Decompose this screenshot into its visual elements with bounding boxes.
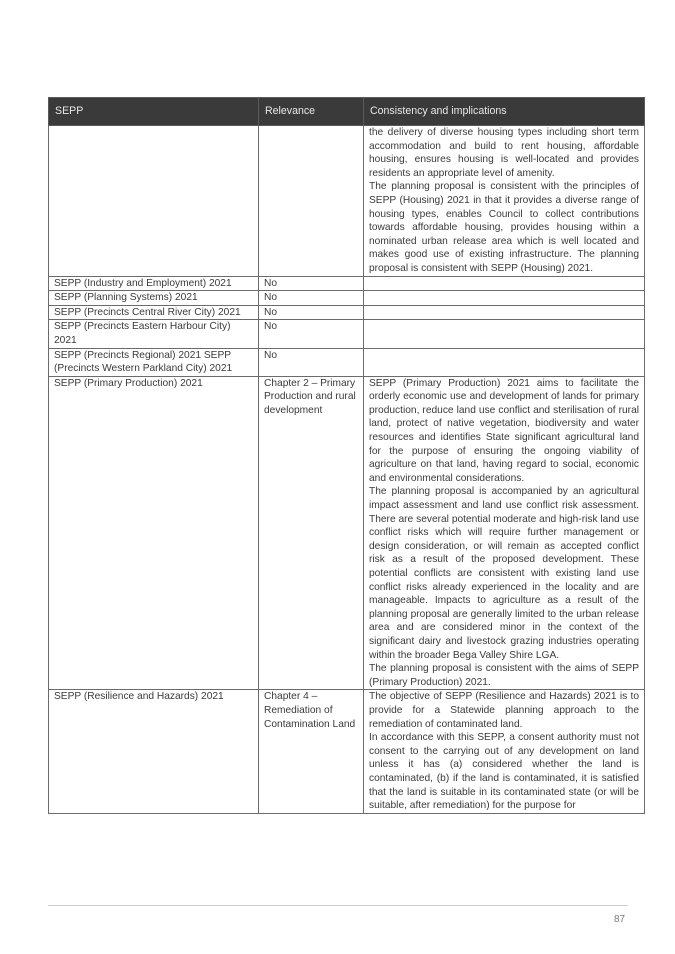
cell-relevance: No: [259, 276, 364, 291]
table-row-industry-employment: [49, 276, 645, 291]
cell-consistency: [364, 305, 645, 320]
table-row-central-river-city: [49, 305, 645, 320]
cell-sepp: SEPP (Planning Systems) 2021: [49, 291, 259, 306]
cell-sepp: SEPP (Industry and Employment) 2021: [49, 276, 259, 291]
header-sepp: SEPP: [49, 98, 259, 126]
footer-divider: [48, 905, 628, 906]
cell-relevance: No: [259, 291, 364, 306]
cell-consistency: [364, 348, 645, 376]
cell-relevance: No: [259, 320, 364, 348]
paragraph: SEPP (Primary Production) 2021 aims to facilitate the orderly economic use and development of lands for primary production, reduce land use conflict and sterilisation of rural land, protect of native vegetation, biodiversity and water resources and identifies State significant agricultural land for the purpose of ensuring the ongoing viability of agriculture on that land, having regard to social, economic and environmental considerations.: [369, 377, 639, 484]
table-row-regional-western-parkland: [49, 348, 645, 376]
cell-sepp: SEPP (Resilience and Hazards) 2021: [49, 690, 259, 813]
table-header-row: [49, 98, 645, 126]
table-row-planning-systems: [49, 291, 645, 306]
paragraph: In accordance with this SEPP, a consent authority must not consent to the carrying out of any development on land unless it has (a) considered whether the land is contaminated, (b) if the land is contaminated, it is satisfied that the land is suitable in its contaminated state (or will be suitable, after remediation) for the purpose for: [369, 732, 639, 812]
cell-sepp: [49, 126, 259, 277]
cell-relevance: Chapter 2 – Primary Production and rural development: [259, 376, 364, 690]
cell-relevance: [259, 126, 364, 277]
paragraph: the delivery of diverse housing types including short term accommodation and build to rent housing, affordable housing, ensures housing is well-located and provides residents an appropriate level of amenity.: [369, 127, 639, 179]
header-consistency: Consistency and implications: [364, 98, 645, 126]
header-relevance: Relevance: [259, 98, 364, 126]
cell-consistency: [364, 690, 645, 813]
page-number: 87: [614, 914, 626, 925]
table-row-resilience-hazards: [49, 690, 645, 813]
cell-sepp: SEPP (Primary Production) 2021: [49, 376, 259, 690]
cell-relevance: Chapter 4 – Remediation of Contamination Land: [259, 690, 364, 813]
paragraph: The planning proposal is consistent with the aims of SEPP (Primary Production) 2021.: [369, 663, 639, 688]
table-row-eastern-harbour-city: [49, 320, 645, 348]
cell-sepp: SEPP (Precincts Regional) 2021 SEPP (Precincts Western Parkland City) 2021: [49, 348, 259, 376]
cell-consistency: [364, 276, 645, 291]
cell-consistency: [364, 126, 645, 277]
sepp-consistency-table: [48, 97, 645, 814]
cell-sepp: SEPP (Precincts Eastern Harbour City) 2021: [49, 320, 259, 348]
cell-consistency: [364, 320, 645, 348]
cell-consistency: [364, 291, 645, 306]
cell-relevance: No: [259, 305, 364, 320]
paragraph: The planning proposal is accompanied by an agricultural impact assessment and land use conflict risk assessment. There are several potential moderate and high-risk land use conflict risks which will require further management or design consideration, or will remain as accepted conflict risk as a result of the proposed development. These potential conflicts are consistent with existing land use conflict risks already experienced in the locality and are manageable. Impacts to agriculture as a result of the planning proposal are generally limited to the urban release area and are considered minor in the context of the significant dairy and livestock grazing industries operating within the broader Bega Valley Shire LGA.: [369, 486, 639, 661]
paragraph: The planning proposal is consistent with the principles of SEPP (Housing) 2021 in that it provides a diverse range of housing types, enables Council to collect contributions towards affordable housing, provides housing within a nominated urban release area which is well located and makes good use of existing infrastructure. The planning proposal is consistent with SEPP (Housing) 2021.: [369, 181, 639, 274]
table-row-housing-continued: [49, 126, 645, 277]
table-row-primary-production: [49, 376, 645, 690]
cell-relevance: No: [259, 348, 364, 376]
cell-sepp: SEPP (Precincts Central River City) 2021: [49, 305, 259, 320]
paragraph: The objective of SEPP (Resilience and Hazards) 2021 is to provide for a Statewide planning approach to the remediation of contaminated land.: [369, 691, 639, 730]
cell-consistency: [364, 376, 645, 690]
